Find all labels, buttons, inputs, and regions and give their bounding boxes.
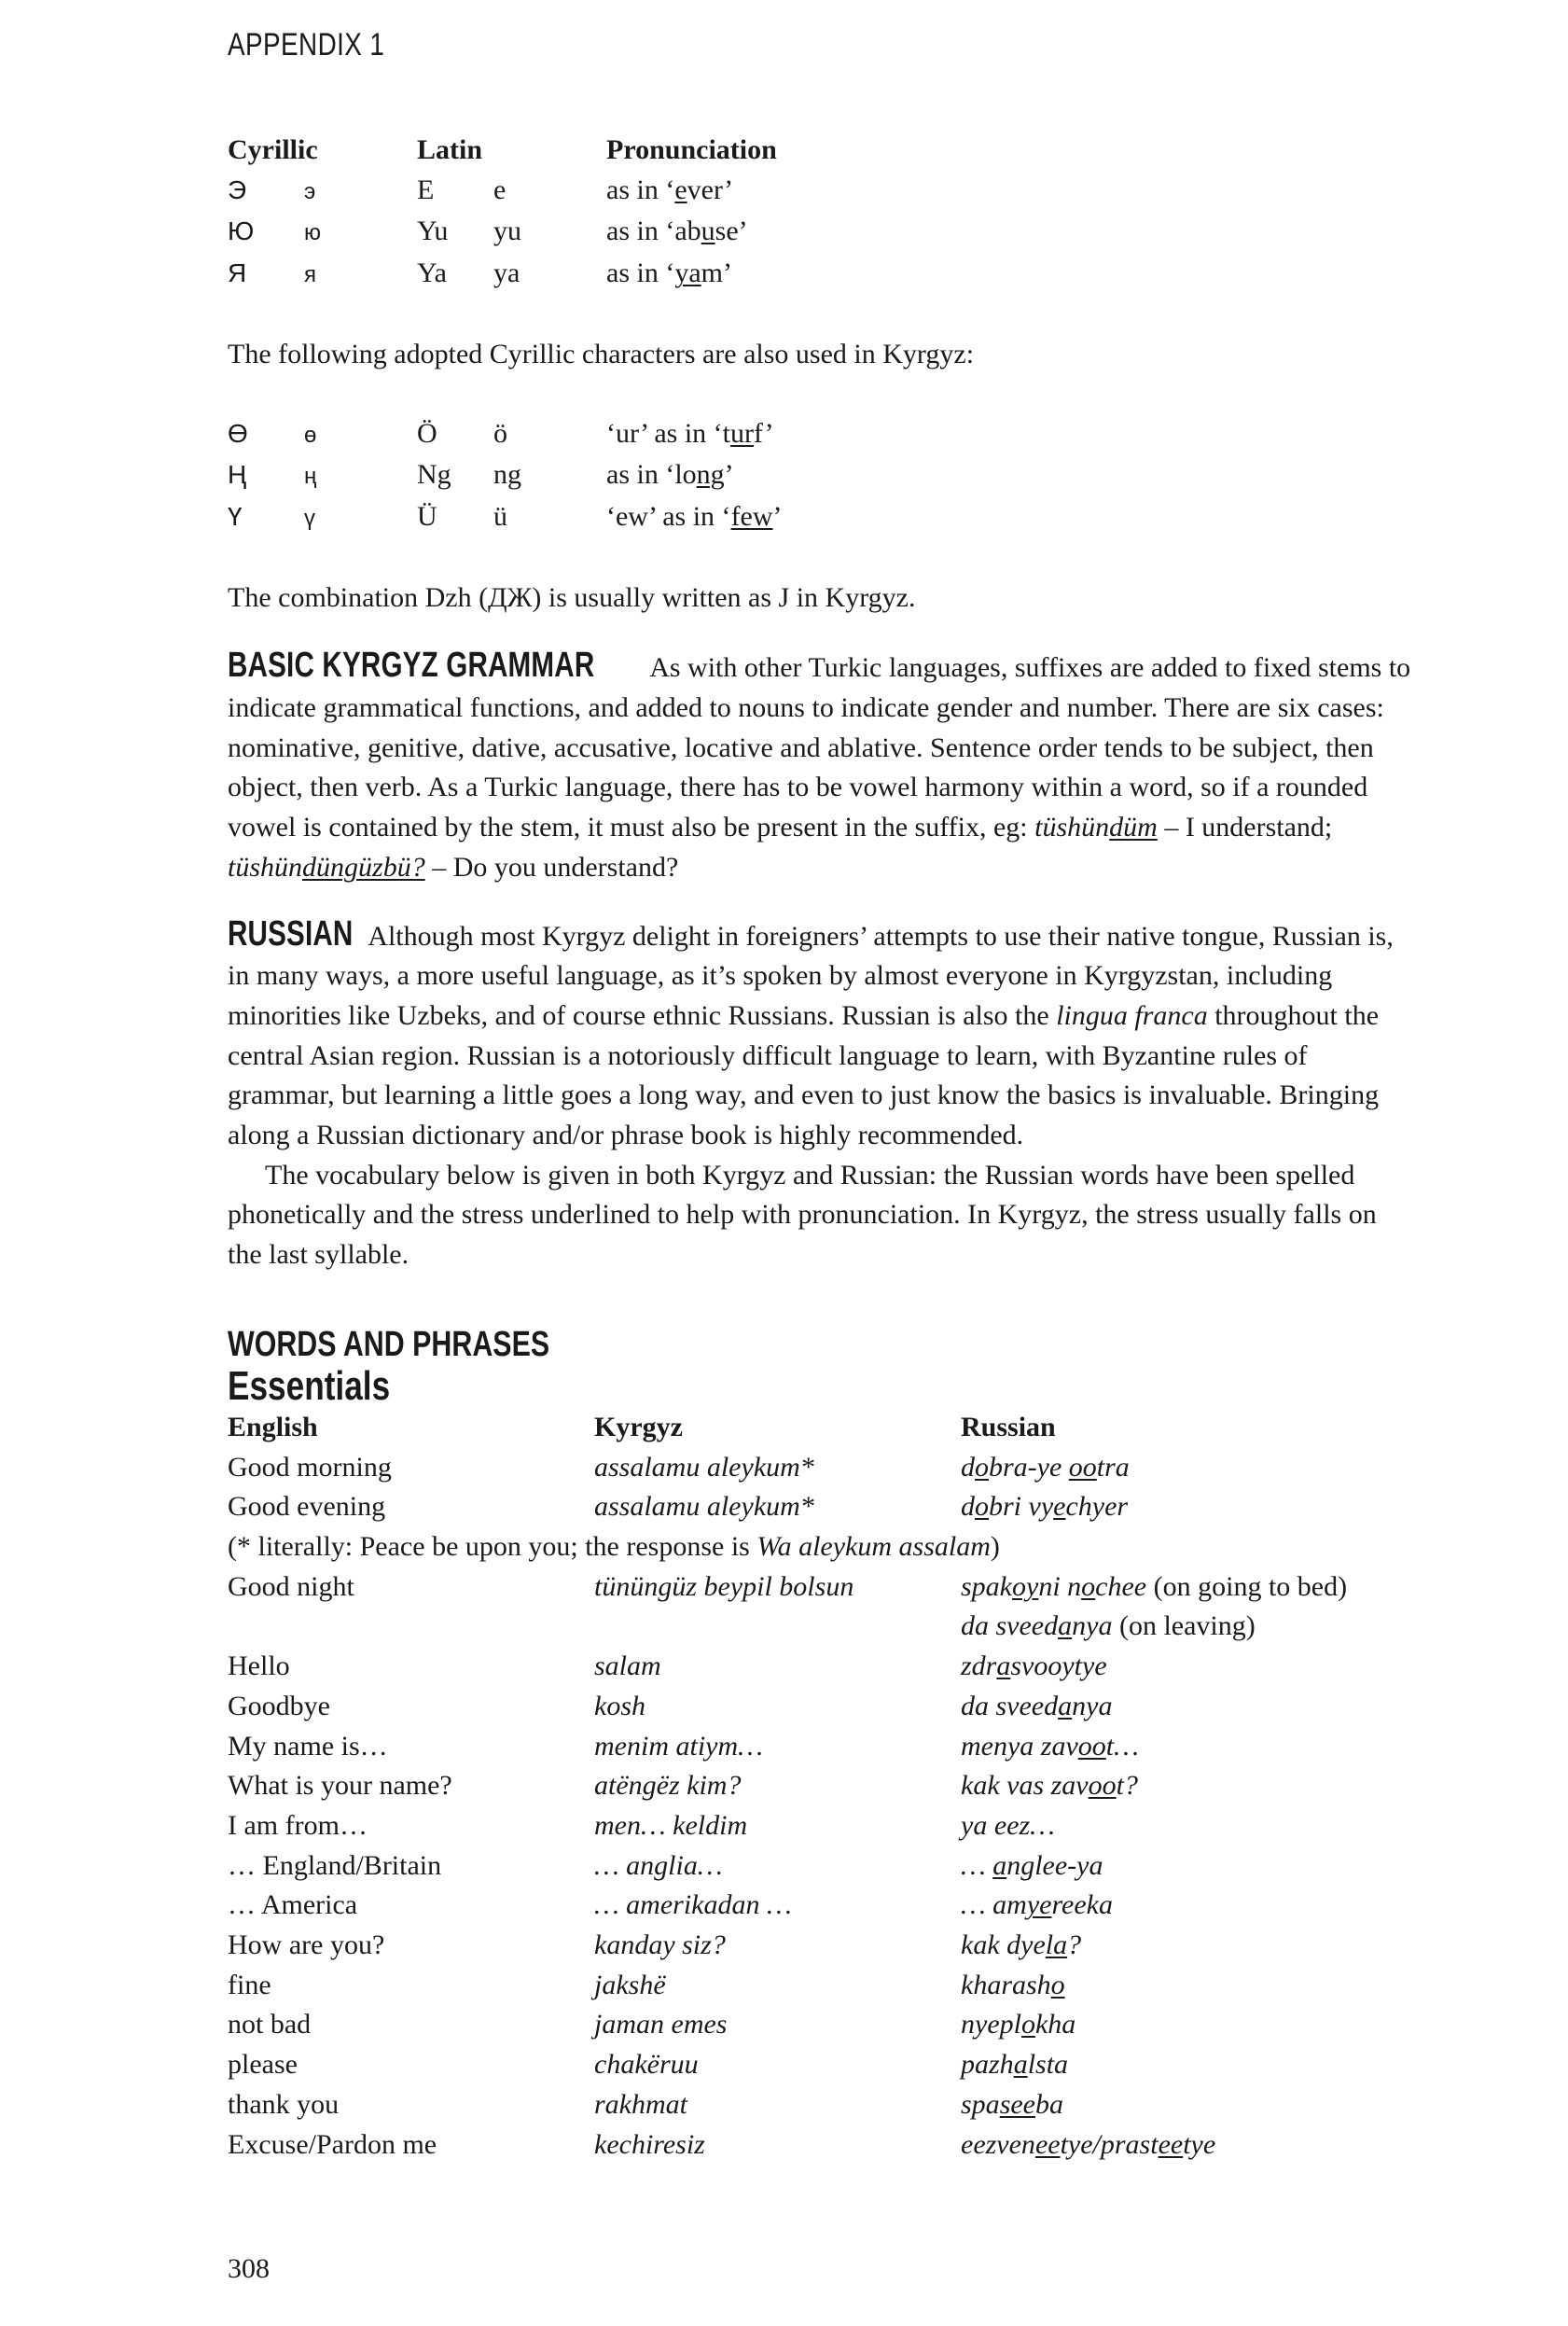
cyrillic-upper: Ү bbox=[228, 501, 243, 531]
russian-text-1: Although most Kyrgyz delight in foreigners’ attempts to use their native tongue, Russian is, in many ways, a more useful language, as it’s spoken by almost everyone in Kyrgyzstan, including minorities like Uzbeks, and of course ethnic Russians. Russian is also the bbox=[228, 920, 1394, 1031]
phrase-row-good-night: Good night tününgüz beypil bolsun spakoyni nochee (on going to bed) bbox=[228, 1570, 1348, 1602]
cyrillic-lower: я bbox=[304, 262, 316, 288]
latin-lower: ya bbox=[493, 258, 520, 289]
phrase-row-goodbye: Goodbye kosh da sveedanya bbox=[228, 1690, 1113, 1721]
adopted-row bbox=[228, 455, 1412, 497]
latin-upper: E bbox=[417, 174, 435, 205]
phrase-row-good-night-alt: da sveedanya (on leaving) bbox=[961, 1610, 1256, 1642]
dzh-note: The combination Dzh (ДЖ) is usually written as J in Kyrgyz. bbox=[228, 581, 916, 613]
phrase-row-fine: fine jakshë kharasho bbox=[228, 1969, 1065, 2000]
running-head: APPENDIX 1 bbox=[228, 27, 385, 63]
header-cyrillic: Cyrillic bbox=[228, 134, 318, 165]
alphabet-row bbox=[228, 171, 1412, 213]
pronunciation: as in ‘yam’ bbox=[606, 258, 732, 289]
pronunciation: ‘ew’ as in ‘few’ bbox=[606, 500, 783, 532]
header-russian: Russian bbox=[961, 1411, 1056, 1442]
header-english: English bbox=[228, 1411, 318, 1442]
cyrillic-upper: Э bbox=[228, 174, 247, 204]
phrase-row-thank-you: thank you rakhmat spaseeba bbox=[228, 2088, 1063, 2120]
phrase-row-not-bad: not bad jaman emes nyeplokha bbox=[228, 2009, 1076, 2040]
pronunciation: as in ‘abuse’ bbox=[606, 216, 748, 247]
phrase-row-i-am-from: I am from… men… keldim ya eez… bbox=[228, 1809, 1055, 1841]
latin-upper: Ng bbox=[417, 459, 451, 491]
vocabulary-note: The vocabulary below is given in both Kyrgyz and Russian: the Russian words have been spelled phonetically and the stress underlined to help with pronunciation. In Kyrgyz, the stress usually falls on the last syllable. bbox=[228, 1159, 1377, 1271]
phrase-row-your-name: What is your name? atëngëz kim? kak vas zavoot? bbox=[228, 1770, 1138, 1802]
adopted-intro: The following adopted Cyrillic characters are also used in Kyrgyz: bbox=[228, 338, 975, 369]
phrase-table bbox=[228, 1408, 1412, 2165]
grammar-text: As with other Turkic languages, suffixes are added to fixed stems to indicate grammatical functions, and added to nouns to indicate gender and number. There are six cases: nominative, genitive, dative, accusative, locative and ablative. Sentence order tends to be subject, then object, then verb. As a Turkic language, there has to be vowel harmony within a word, so if a rounded vowel is contained by the stem, it must also be present in the suffix, eg: bbox=[228, 652, 1411, 843]
latin-upper: Ya bbox=[417, 258, 447, 289]
russian-text-2: throughout the central Asian region. Russian is a notoriously difficult language to learn, with Byzantine rules of grammar, but learning a little goes a long way, and even to just know the basics is invaluable. Bringing along a Russian dictionary and/or phrase book is highly recommended. bbox=[228, 999, 1380, 1151]
essentials-heading: Essentials bbox=[228, 1362, 391, 1409]
book-page bbox=[228, 26, 1412, 2165]
lingua-franca: lingua franca bbox=[1056, 999, 1208, 1031]
phrase-row-america: … America … amerikadan … … amyereeka bbox=[228, 1889, 1113, 1921]
cyrillic-lower: э bbox=[304, 178, 316, 204]
example-understand-gloss: – I understand; bbox=[1157, 812, 1333, 843]
latin-lower: e bbox=[493, 174, 506, 205]
pronunciation: ‘ur’ as in ‘turf’ bbox=[606, 417, 774, 449]
pronunciation: as in ‘ever’ bbox=[606, 174, 734, 205]
header-kyrgyz: Kyrgyz bbox=[594, 1411, 683, 1442]
cyrillic-lower: ң bbox=[304, 464, 317, 490]
phrase-row-how-are-you: How are you? kanday siz? kak dyela? bbox=[228, 1929, 1082, 1961]
cyrillic-lower: ү bbox=[304, 505, 315, 531]
grammar-heading: BASIC KYRGYZ GRAMMAR bbox=[228, 646, 595, 686]
phrase-row-excuse-me: Excuse/Pardon me kechiresiz eezveneetye/prasteetye bbox=[228, 2128, 1216, 2160]
cyrillic-upper: Ө bbox=[228, 418, 248, 448]
cyrillic-upper: Я bbox=[228, 258, 247, 288]
grammar-paragraph bbox=[228, 646, 1412, 887]
phrase-footnote: (* literally: Peace be upon you; the response is Wa aleykum assalam) bbox=[228, 1530, 1000, 1562]
phrase-header-row bbox=[228, 1408, 1412, 1448]
latin-lower: ü bbox=[493, 500, 507, 532]
phrase-row-good-evening: Good evening assalamu aleykum* dobri vyechyer bbox=[228, 1491, 1129, 1523]
alphabet-row bbox=[228, 212, 1412, 254]
latin-lower: ö bbox=[493, 417, 507, 449]
phrase-row-hello: Hello salam zdrasvooytye bbox=[228, 1650, 1107, 1682]
latin-upper: Ö bbox=[417, 417, 437, 449]
cyrillic-upper: Ң bbox=[228, 460, 247, 490]
phrase-row-england: … England/Britain … anglia… … anglee-ya bbox=[228, 1849, 1103, 1881]
example-do-you-understand: tüshündüngüzbü? bbox=[228, 851, 425, 883]
phrase-row-my-name: My name is… menim atiym… menya zavoot… bbox=[228, 1730, 1139, 1762]
adopted-row bbox=[228, 497, 1412, 539]
latin-lower: yu bbox=[493, 216, 521, 247]
alphabet-row bbox=[228, 254, 1412, 296]
adopted-row bbox=[228, 414, 1412, 456]
russian-paragraph bbox=[228, 914, 1412, 1156]
page-number: 308 bbox=[228, 2253, 270, 2284]
russian-heading: RUSSIAN bbox=[228, 913, 354, 954]
alphabet-table bbox=[228, 131, 1412, 618]
latin-lower: ng bbox=[493, 459, 521, 491]
words-phrases-heading: WORDS AND PHRASES bbox=[228, 1324, 550, 1364]
header-latin: Latin bbox=[417, 134, 483, 165]
cyrillic-upper: Ю bbox=[228, 216, 255, 246]
alphabet-header-row bbox=[228, 131, 1412, 171]
cyrillic-lower: ө bbox=[304, 422, 317, 448]
example-do-you-understand-gloss: – Do you understand? bbox=[424, 851, 679, 883]
phrase-row-please: please chakëruu pazhalsta bbox=[228, 2049, 1069, 2081]
example-understand: tüshündüm bbox=[1034, 812, 1158, 843]
phrase-row-good-morning: Good morning assalamu aleykum* dobra-ye ootra bbox=[228, 1451, 1130, 1483]
header-pronunciation: Pronunciation bbox=[606, 134, 777, 165]
cyrillic-lower: ю bbox=[304, 220, 321, 246]
pronunciation: as in ‘long’ bbox=[606, 459, 734, 491]
latin-upper: Ü bbox=[417, 500, 437, 532]
latin-upper: Yu bbox=[417, 216, 449, 247]
